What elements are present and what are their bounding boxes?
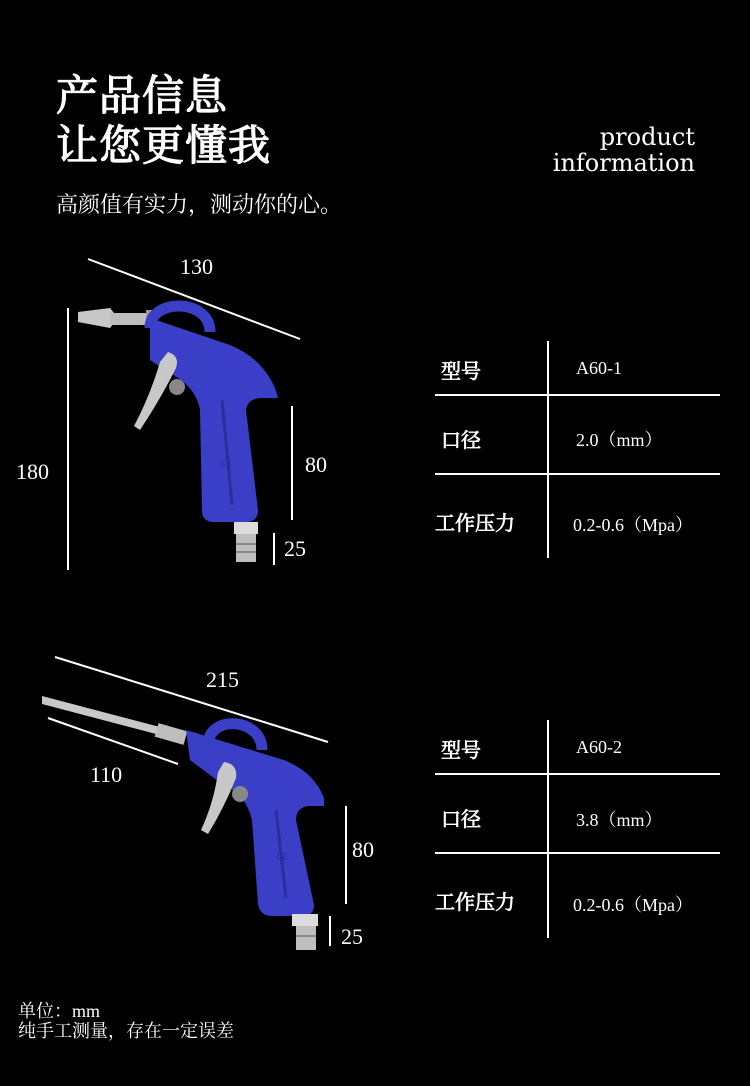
spec-value-model-2: A60-2 [576, 737, 622, 757]
dim-length-1: 130 [180, 254, 213, 279]
dim-connector-1: 25 [284, 536, 306, 561]
english-title-line-2: information [552, 149, 695, 177]
dim-length-2: 215 [206, 667, 239, 692]
dim-handle-1: 80 [305, 452, 327, 477]
spec-label-model-1: 型号 [441, 359, 481, 383]
title-line-1: 产品信息 [56, 71, 229, 120]
unit-note: 单位：mm [18, 1001, 101, 1021]
air-blow-gun-2 [42, 657, 346, 950]
dim-connector-2: 25 [341, 924, 363, 949]
dim-handle-2: 80 [352, 837, 374, 862]
title-line-2: 让您更懂我 [56, 121, 272, 170]
english-title-line-1: product [599, 123, 695, 151]
spec-value-model-1: A60-1 [576, 358, 622, 378]
spec-value-caliber-2: 3.8（mm） [576, 810, 663, 830]
spec-label-pressure-2: 工作压力 [435, 890, 515, 914]
svg-text:CE: CE [276, 853, 288, 863]
spec-label-model-2: 型号 [441, 738, 481, 762]
subtitle: 高颜值有实力，测动你的心。 [56, 193, 343, 218]
spec-label-caliber-1: 口径 [441, 428, 481, 452]
dim-nozzle-2: 110 [90, 762, 123, 787]
measurement-disclaimer: 纯手工测量，存在一定误差 [18, 1021, 234, 1041]
spec-value-caliber-1: 2.0（mm） [576, 430, 663, 450]
air-blow-gun-1 [68, 259, 300, 570]
spec-value-pressure-1: 0.2-0.6（Mpa） [573, 515, 693, 535]
spec-label-pressure-1: 工作压力 [435, 511, 515, 535]
spec-value-pressure-2: 0.2-0.6（Mpa） [573, 895, 693, 915]
dim-height-1: 180 [16, 459, 49, 484]
spec-label-caliber-2: 口径 [441, 807, 481, 831]
svg-text:CE: CE [220, 459, 232, 469]
